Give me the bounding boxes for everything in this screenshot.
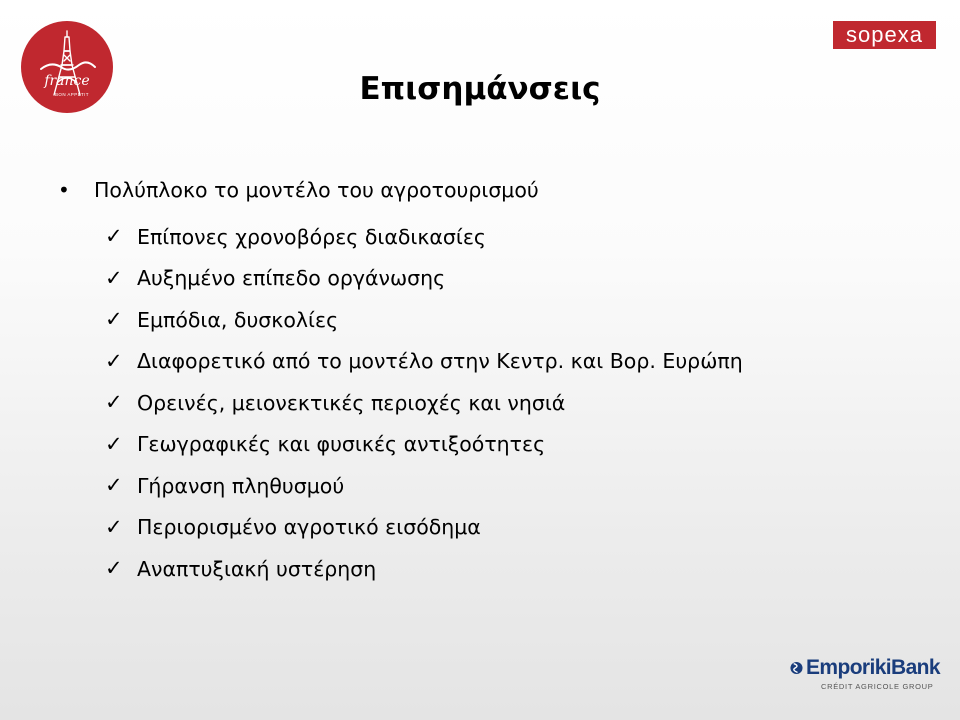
checkmark-icon: ✓ — [105, 265, 123, 290]
list-item-text: Διαφορετικό από το μοντέλο στην Κεντρ. και Βορ. Ευρώπη — [137, 349, 743, 374]
sub-bullet-list — [105, 216, 743, 590]
list-item — [105, 258, 743, 300]
list-item-text: Αναπτυξιακή υστέρηση — [137, 556, 377, 581]
list-item — [105, 341, 743, 383]
main-bullet — [58, 170, 539, 210]
checkmark-icon: ✓ — [105, 556, 123, 581]
list-item — [105, 465, 743, 507]
checkmark-icon: ✓ — [105, 224, 123, 249]
checkmark-icon: ✓ — [105, 473, 123, 498]
list-item-text: Γεωγραφικές και φυσικές αντιξοότητες — [137, 432, 546, 457]
main-bullet-text: Πολύπλοκο το μοντέλο του αγροτουρισμού — [94, 178, 539, 202]
list-item-text: Αυξημένο επίπεδο οργάνωσης — [137, 266, 446, 291]
checkmark-icon: ✓ — [105, 431, 123, 456]
list-item-text: Εμπόδια, δυσκολίες — [137, 307, 339, 332]
list-item-text: Επίπονες χρονοβόρες διαδικασίες — [137, 224, 486, 249]
list-item — [105, 382, 743, 424]
bullet-dot-icon: • — [58, 178, 70, 202]
list-item-text: Περιορισμένο αγροτικό εισόδημα — [137, 515, 481, 540]
sopexa-logo: sopexa — [833, 21, 936, 49]
emporiki-bank-subtitle: CRÉDIT AGRICOLE GROUP — [821, 682, 934, 691]
france-logo-tagline: BON APPÉTIT — [55, 92, 89, 97]
checkmark-icon: ✓ — [105, 348, 123, 373]
list-item — [105, 299, 743, 341]
list-item — [105, 507, 743, 549]
france-logo-word: france — [44, 73, 90, 89]
emporiki-bank-logo — [790, 654, 940, 698]
list-item — [105, 216, 743, 258]
checkmark-icon: ✓ — [105, 514, 123, 539]
list-item — [105, 424, 743, 466]
list-item-text: Γήρανση πληθυσμού — [137, 473, 345, 498]
emporiki-bank-name: EmporikiBank — [805, 656, 940, 679]
checkmark-icon: ✓ — [105, 390, 123, 415]
emporiki-globe-icon — [790, 654, 803, 682]
list-item — [105, 548, 743, 590]
slide-title: Επισημάνσεις — [359, 71, 601, 107]
checkmark-icon: ✓ — [105, 307, 123, 332]
list-item-text: Ορεινές, μειονεκτικές περιοχές και νησιά — [137, 390, 566, 415]
